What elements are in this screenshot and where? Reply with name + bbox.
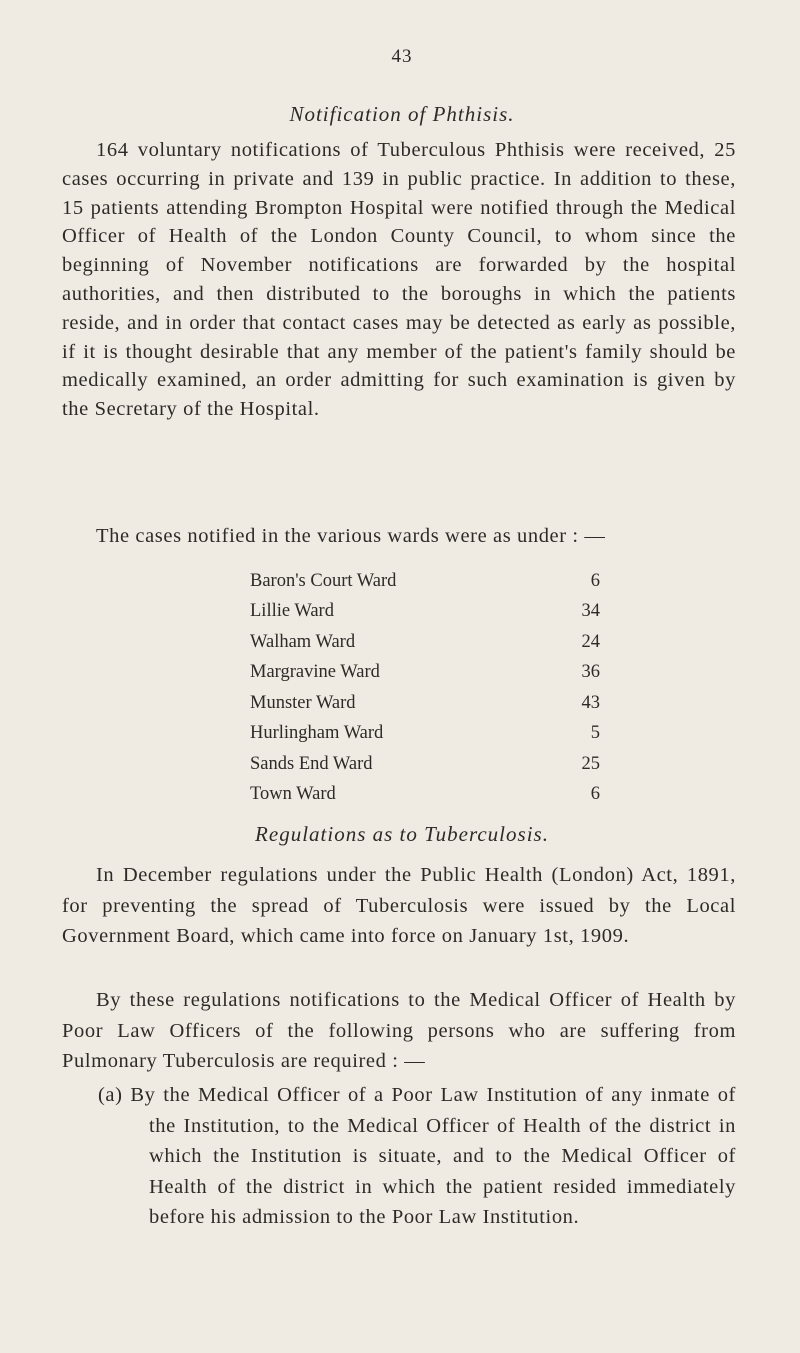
section-title-notification: Notification of Phthisis. xyxy=(289,102,515,126)
paragraph-required-notifications: By these regulations notifications to the Medical Officer of Health by Poor Law Officers of the following persons who are suffering from Pulmonary Tuberculosis are required : — xyxy=(62,989,736,1072)
ward-name: Margravine Ward xyxy=(250,662,380,683)
ward-count: 24 xyxy=(581,631,600,652)
ward-count: 36 xyxy=(581,662,600,683)
ward-count: 5 xyxy=(590,723,600,744)
paragraph-december-regulations: In December regulations under the Public Health (London) Act, 1891, for preventing the spread of Tuberculosis were issued by the Local Government Board, which came into force on January 1st, 1909. xyxy=(62,864,736,947)
ward-name: Sands End Ward xyxy=(250,753,373,774)
list-item-marker: (a) xyxy=(98,1084,123,1106)
paragraph-wards-intro: The cases notified in the various wards were as under : — xyxy=(96,525,606,547)
ward-name: Lillie Ward xyxy=(250,601,334,622)
list-item-text: By the Medical Officer of a Poor Law Institution of any inmate of the Institution, to the Medical Officer of Health of the district in which the Institution is situate, and to the Medical Officer of Health of the district in which the patient resided immediately before his admission to the Poor Law Institution. xyxy=(130,1084,736,1228)
ward-row xyxy=(250,566,600,597)
ward-name: Baron's Court Ward xyxy=(250,570,397,591)
ward-row xyxy=(250,749,600,780)
list-item-a xyxy=(62,1080,736,1233)
ward-row xyxy=(250,597,600,628)
ward-row xyxy=(250,688,600,719)
ward-name: Walham Ward xyxy=(250,631,356,652)
ward-row xyxy=(250,780,600,811)
ward-row xyxy=(250,627,600,658)
paragraph-notifications: 164 voluntary notifications of Tuberculous Phthisis were received, 25 cases occurring in private and 139 in public practice. In addition to these, 15 patients attending Brompton Hospital were notified through the Medical Officer of Health of the London County Council, to whom since the beginning of November notifications are forwarded by the hospital authorities, and then distributed to the boroughs in which the patients reside, and in order that contact cases may be detected as early as possible, if it is thought desirable that any member of the patient's family should be medically examined, an order admitting for such examination is given by the Secretary of the Hospital. xyxy=(62,139,736,421)
ward-count: 43 xyxy=(581,692,600,713)
ward-table xyxy=(250,566,600,810)
ward-count: 25 xyxy=(581,753,600,774)
ward-name: Hurlingham Ward xyxy=(250,723,384,744)
ward-name: Town Ward xyxy=(250,784,336,805)
ward-row xyxy=(250,658,600,689)
ward-name: Munster Ward xyxy=(250,692,356,713)
section-title-regulations: Regulations as to Tuberculosis. xyxy=(255,822,549,846)
ward-count: 34 xyxy=(581,601,600,622)
ward-count: 6 xyxy=(590,784,600,805)
ward-row xyxy=(250,719,600,750)
ward-count: 6 xyxy=(590,570,600,591)
page-number: 43 xyxy=(391,46,413,67)
